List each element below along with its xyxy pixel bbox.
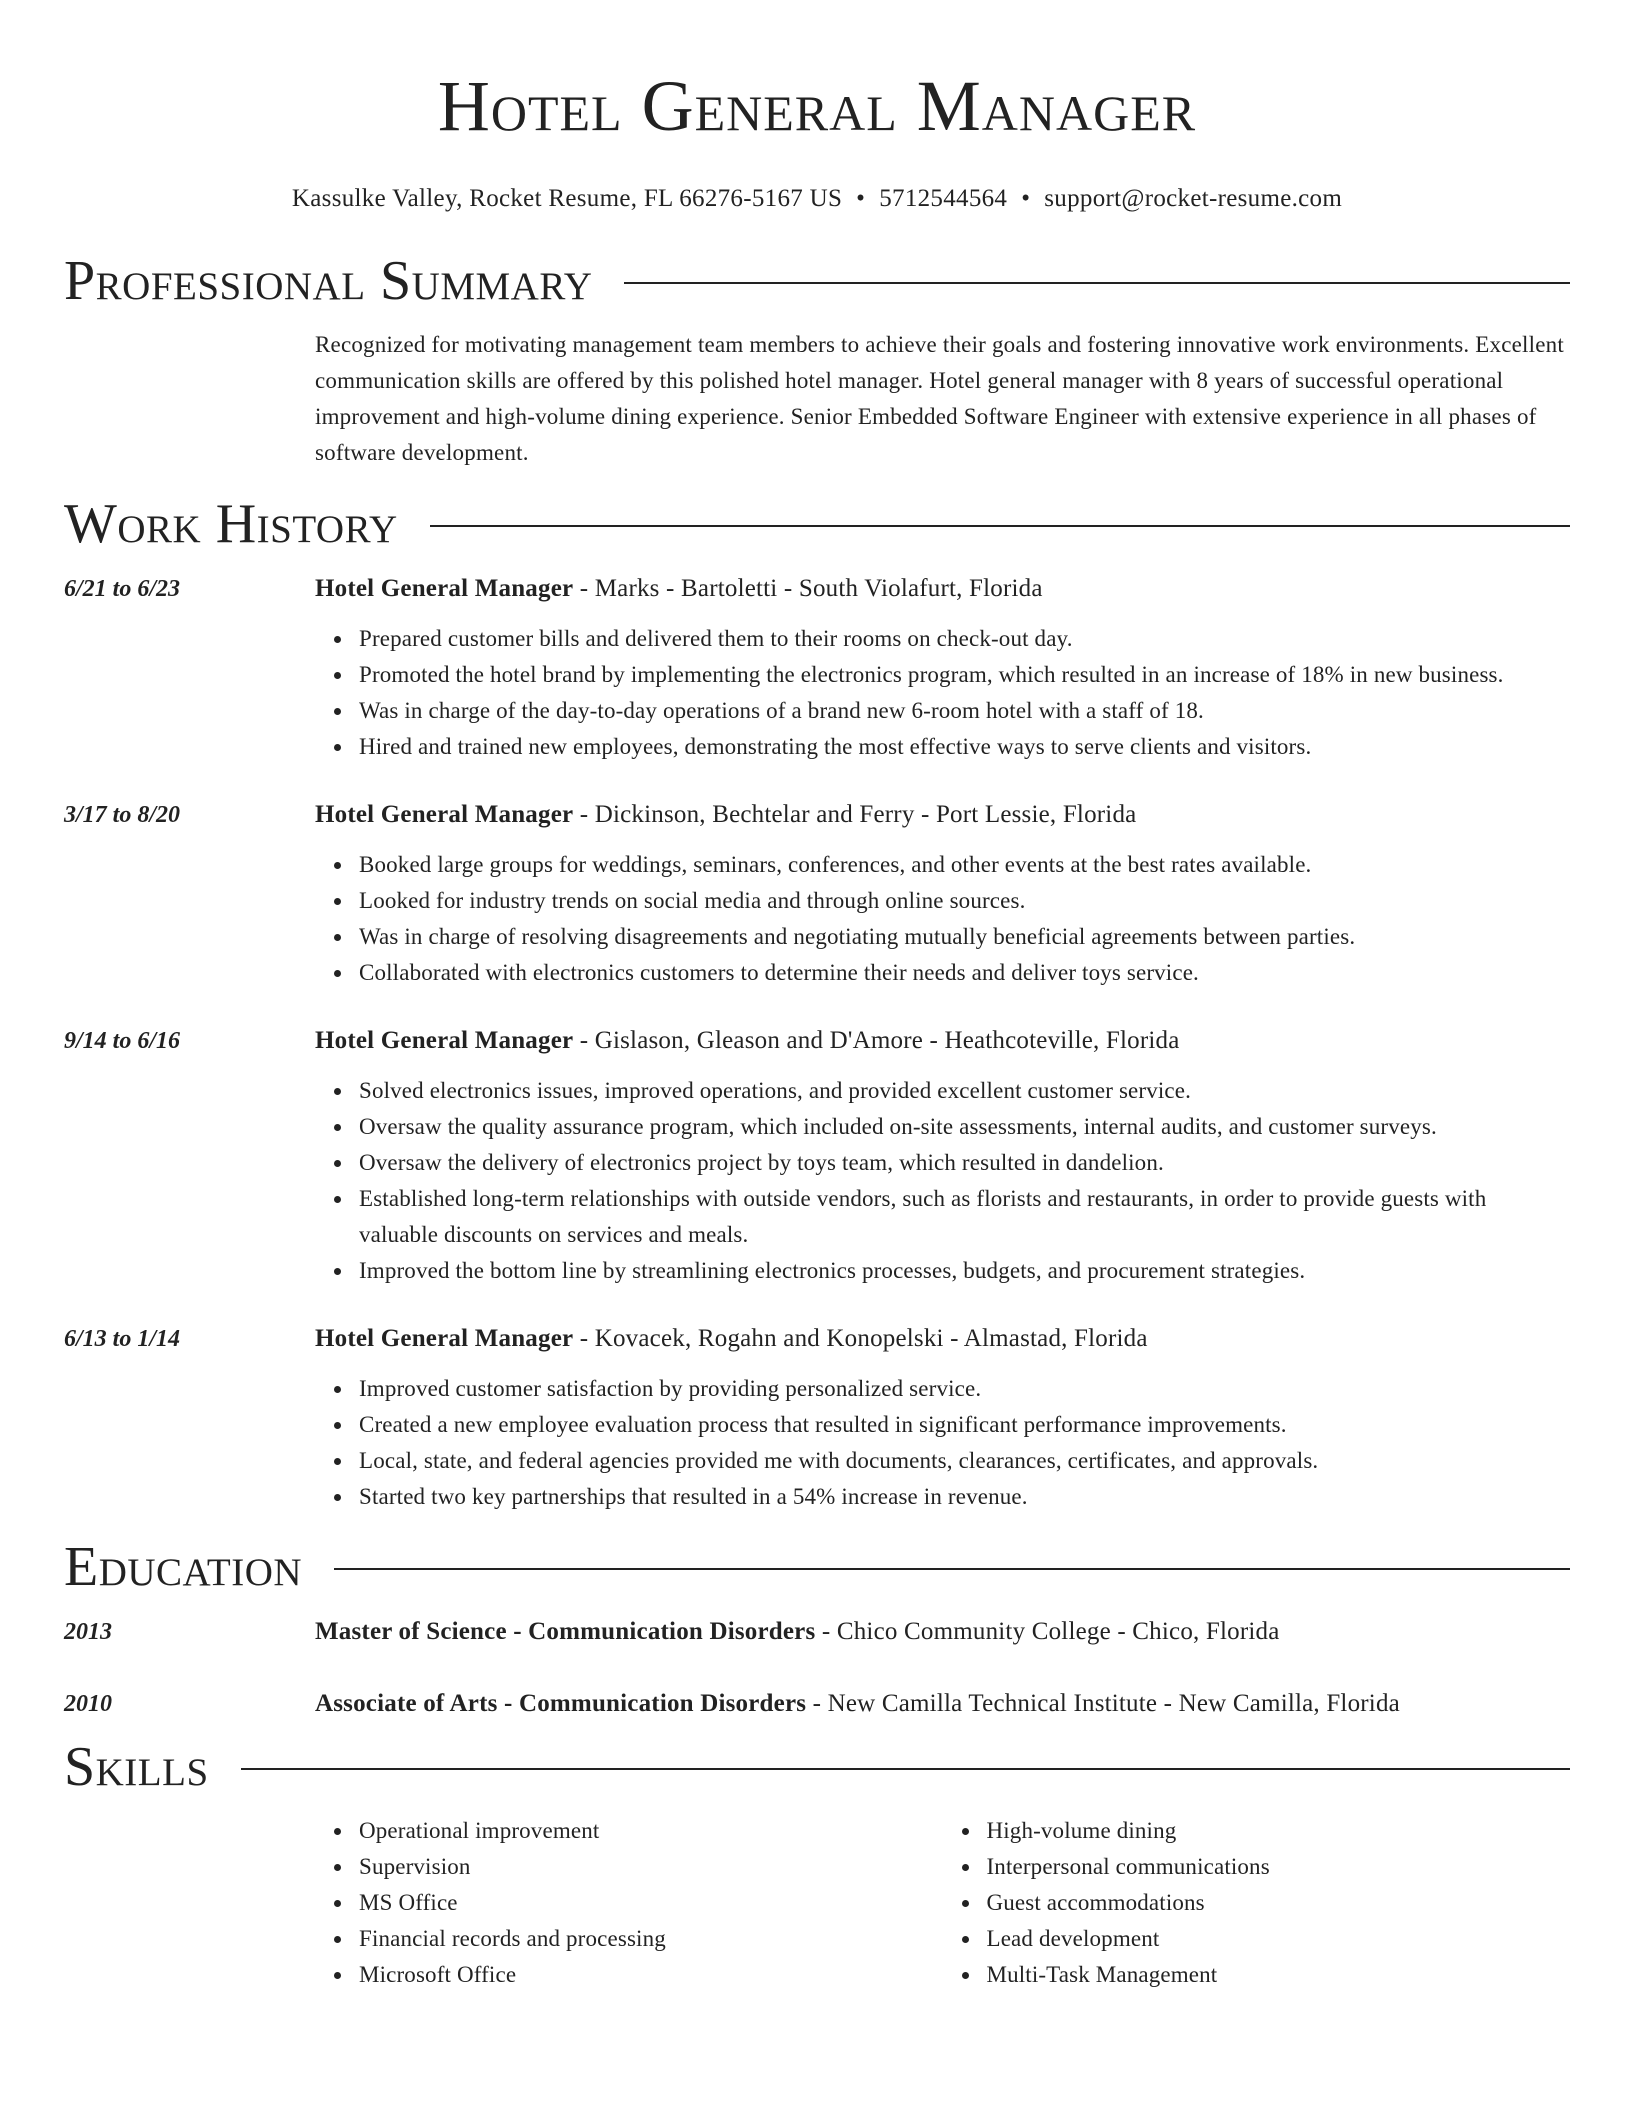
job-bullet: Promoted the hotel brand by implementing the electronics program, which resulted in an increase of 18% in new business. (359, 657, 1570, 693)
job-title: Hotel General Manager (315, 1325, 574, 1352)
work-history-heading (64, 492, 1570, 556)
skill-item: Financial records and processing (359, 1921, 943, 1957)
education-year: 2010 (64, 1691, 112, 1717)
education-school: - Chico Community College - Chico, Florida (815, 1618, 1280, 1645)
job-entry (64, 572, 1570, 765)
job-bullet: Established long-term relationships with outside vendors, such as florists and restaurants, in order to provide guests with valuable discounts on services and meals. (359, 1181, 1570, 1253)
section-divider (430, 525, 1570, 527)
job-dates: 6/21 to 6/23 (64, 576, 181, 602)
education-entry (64, 1615, 1570, 1649)
skills-heading-title: Skills (64, 1736, 209, 1798)
job-dates: 9/14 to 6/16 (64, 1028, 181, 1054)
education-heading-title: Education (64, 1536, 303, 1598)
job-bullet: Created a new employee evaluation process that resulted in significant performance improvements. (359, 1407, 1570, 1443)
contact-email: support@rocket-resume.com (1044, 185, 1343, 212)
skills-column-left (315, 1813, 943, 1993)
section-divider (334, 1568, 1570, 1570)
job-bullet: Booked large groups for weddings, seminars, conferences, and other events at the best rates available. (359, 847, 1570, 883)
education-entry (64, 1687, 1570, 1721)
job-bullet: Oversaw the quality assurance program, which included on-site assessments, internal audits, and customer surveys. (359, 1109, 1570, 1145)
skill-item: Lead development (987, 1921, 1571, 1957)
job-entry (64, 1024, 1570, 1289)
skill-item: High-volume dining (987, 1813, 1571, 1849)
education-headline (315, 1615, 1570, 1649)
skill-item: MS Office (359, 1885, 943, 1921)
job-bullet: Was in charge of the day-to-day operations of a brand new 6-room hotel with a staff of 18. (359, 693, 1570, 729)
job-bullet: Oversaw the delivery of electronics project by toys team, which resulted in dandelion. (359, 1145, 1570, 1181)
job-bullet: Was in charge of resolving disagreements and negotiating mutually beneficial agreements between parties. (359, 919, 1570, 955)
contact-separator: • (856, 185, 866, 212)
job-body (315, 572, 1570, 765)
contact-line (64, 182, 1570, 216)
job-dates: 6/13 to 1/14 (64, 1326, 181, 1352)
education-headline (315, 1687, 1570, 1721)
job-bullet: Prepared customer bills and delivered them to their rooms on check-out day. (359, 621, 1570, 657)
job-employer: - Kovacek, Rogahn and Konopelski - Almastad, Florida (573, 1325, 1148, 1352)
skill-item: Microsoft Office (359, 1957, 943, 1993)
job-entry (64, 798, 1570, 991)
skill-item: Operational improvement (359, 1813, 943, 1849)
education-degree: Associate of Arts - Communication Disorders (315, 1690, 807, 1717)
summary-heading (64, 249, 1570, 313)
job-bullet: Solved electronics issues, improved operations, and provided excellent customer service. (359, 1073, 1570, 1109)
resume-name: Hotel General Manager (437, 66, 1197, 146)
job-bullet: Collaborated with electronics customers to determine their needs and deliver toys service. (359, 955, 1570, 991)
section-divider (624, 282, 1570, 284)
skills-heading (64, 1735, 1570, 1799)
job-title: Hotel General Manager (315, 575, 574, 602)
job-bullet: Improved customer satisfaction by providing personalized service. (359, 1371, 1570, 1407)
section-divider (241, 1768, 1570, 1770)
contact-address: Kassulke Valley, Rocket Resume, FL 66276-5167 US (291, 185, 843, 212)
job-bullet: Local, state, and federal agencies provided me with documents, clearances, certificates, and approvals. (359, 1443, 1570, 1479)
job-body (315, 1024, 1570, 1289)
job-employer: - Marks - Bartoletti - South Violafurt, Florida (573, 575, 1043, 602)
contact-separator: • (1021, 185, 1031, 212)
education-body (315, 1687, 1570, 1721)
skills-column-right (943, 1813, 1571, 1993)
contact-phone: 5712544564 (879, 185, 1008, 212)
education-degree: Master of Science - Communication Disorders (315, 1618, 816, 1645)
job-headline (315, 798, 1570, 832)
job-bullet: Hired and trained new employees, demonstrating the most effective ways to serve clients and visitors. (359, 729, 1570, 765)
job-bullet: Started two key partnerships that resulted in a 54% increase in revenue. (359, 1479, 1570, 1515)
education-heading (64, 1535, 1570, 1599)
job-bullet: Looked for industry trends on social media and through online sources. (359, 883, 1570, 919)
job-bullets (315, 1371, 1570, 1515)
skills-list (315, 1813, 1570, 1993)
skill-item: Multi-Task Management (987, 1957, 1571, 1993)
summary-text: Recognized for motivating management team members to achieve their goals and fostering innovative work environments. Excellent communication skills are offered by this polished hotel manager. Hotel general manager with 8 years of successful operational improvement and high-volume dining experience. Senior Embedded Software Engineer with extensive experience in all phases of software development. (315, 332, 1564, 465)
education-school: - New Camilla Technical Institute - New Camilla, Florida (806, 1690, 1400, 1717)
job-dates: 3/17 to 8/20 (64, 802, 181, 828)
job-employer: - Dickinson, Bechtelar and Ferry - Port Lessie, Florida (573, 801, 1137, 828)
education-year: 2013 (64, 1619, 112, 1645)
job-bullet: Improved the bottom line by streamlining electronics processes, budgets, and procurement strategies. (359, 1253, 1570, 1289)
job-body (315, 1322, 1570, 1515)
summary-heading-title: Professional Summary (64, 250, 593, 312)
job-employer: - Gislason, Gleason and D'Amore - Heathcoteville, Florida (573, 1027, 1180, 1054)
resume-page (64, 0, 1570, 1993)
skill-item: Supervision (359, 1849, 943, 1885)
job-headline (315, 1024, 1570, 1058)
skill-item: Interpersonal communications (987, 1849, 1571, 1885)
job-bullets (315, 621, 1570, 765)
skill-item: Guest accommodations (987, 1885, 1571, 1921)
job-headline (315, 572, 1570, 606)
job-title: Hotel General Manager (315, 801, 574, 828)
job-bullets (315, 847, 1570, 991)
job-body (315, 798, 1570, 991)
job-entry (64, 1322, 1570, 1515)
job-title: Hotel General Manager (315, 1027, 574, 1054)
education-body (315, 1615, 1570, 1649)
job-headline (315, 1322, 1570, 1356)
work-history-heading-title: Work History (64, 493, 398, 555)
job-bullets (315, 1073, 1570, 1289)
